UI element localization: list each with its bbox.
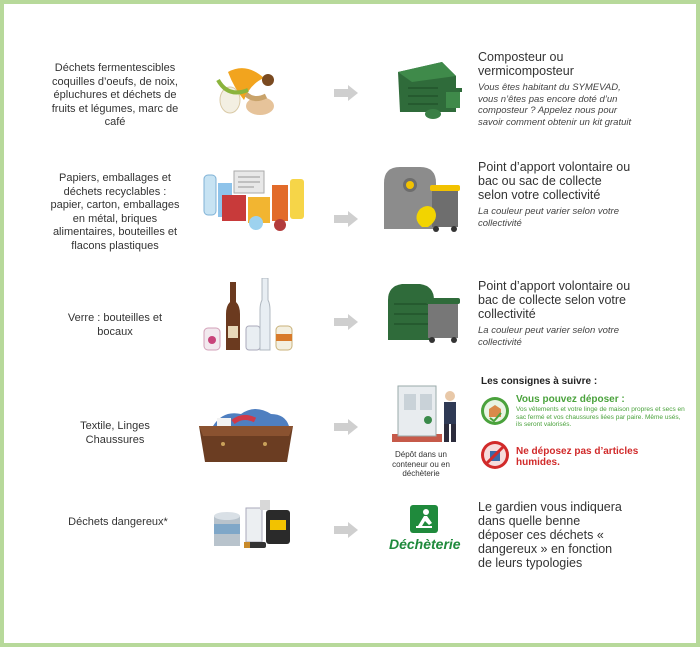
recycling-bins-icon [382, 163, 468, 233]
consignes-title: Les consignes à suivre : [481, 376, 598, 387]
hazardous-waste-icon [210, 494, 296, 552]
destination-composteur: Composteur ou vermicomposteur [478, 50, 574, 78]
forbidden-title: Ne déposez pas d’articles humides. [516, 446, 639, 468]
arrow-icon [334, 314, 358, 330]
note-composteur: Vous êtes habitant du SYMEVAD, vous n’êtes pas encore doté d’un composteur ? Appelez nous pour savoir comment obtenir un kit gratuit [478, 82, 632, 128]
arrow-icon [334, 85, 358, 101]
arrow-icon [334, 211, 358, 227]
note-recyclables: La couleur peut varier selon votre collectivité [478, 206, 619, 229]
recyclables-icon [200, 165, 308, 233]
category-textile: Textile, Linges Chaussures [80, 420, 150, 446]
category-verre: Verre : bouteilles et bocaux [67, 312, 163, 338]
category-fermentable: Déchets fermentescibles coquilles d’oeufs, de noix, épluchures et déchets de fruits et légumes, marc de café [51, 62, 179, 128]
destination-recyclables: Point d’apport volontaire ou bac ou sac de collecte selon votre collectivité [478, 160, 631, 202]
food-waste-icon [208, 58, 286, 120]
composter-icon [390, 58, 468, 120]
dechetterie-label: Déchèterie [389, 536, 461, 552]
allowed-textile-icon [480, 396, 510, 426]
glass-bottles-icon [196, 278, 298, 354]
glass-bins-icon [384, 280, 470, 344]
category-dangereux: Déchets dangereux* [68, 516, 168, 528]
allowed-title: Vous pouvez déposer : [516, 394, 625, 405]
destination-verre: Point d’apport volontaire ou bac de collecte selon votre collectivité [478, 279, 631, 321]
forbidden-wet-icon [480, 440, 510, 470]
allowed-text: Vos vêtements et votre linge de maison propres et secs en sac fermé et vos chaussures liées par paire. Même usés, ils seront valorisés. [516, 406, 685, 428]
category-recyclables: Papiers, emballages et déchets recyclables : papier, carton, emballages en métal, briques alimentaires, bouteilles et flacons plastiques [50, 172, 180, 252]
textile-container-icon [386, 380, 466, 450]
dechetterie-icon [410, 505, 438, 533]
note-verre: La couleur peut varier selon votre collectivité [478, 325, 619, 348]
textile-box-icon [193, 408, 299, 464]
textile-caption: Dépôt dans un conteneur ou en déchèterie [392, 450, 450, 478]
arrow-icon [334, 419, 358, 435]
arrow-icon [334, 522, 358, 538]
destination-dangereux: Le gardien vous indiquera dans quelle benne déposer ces déchets « dangereux » en fonction de leurs typologies [478, 500, 622, 570]
